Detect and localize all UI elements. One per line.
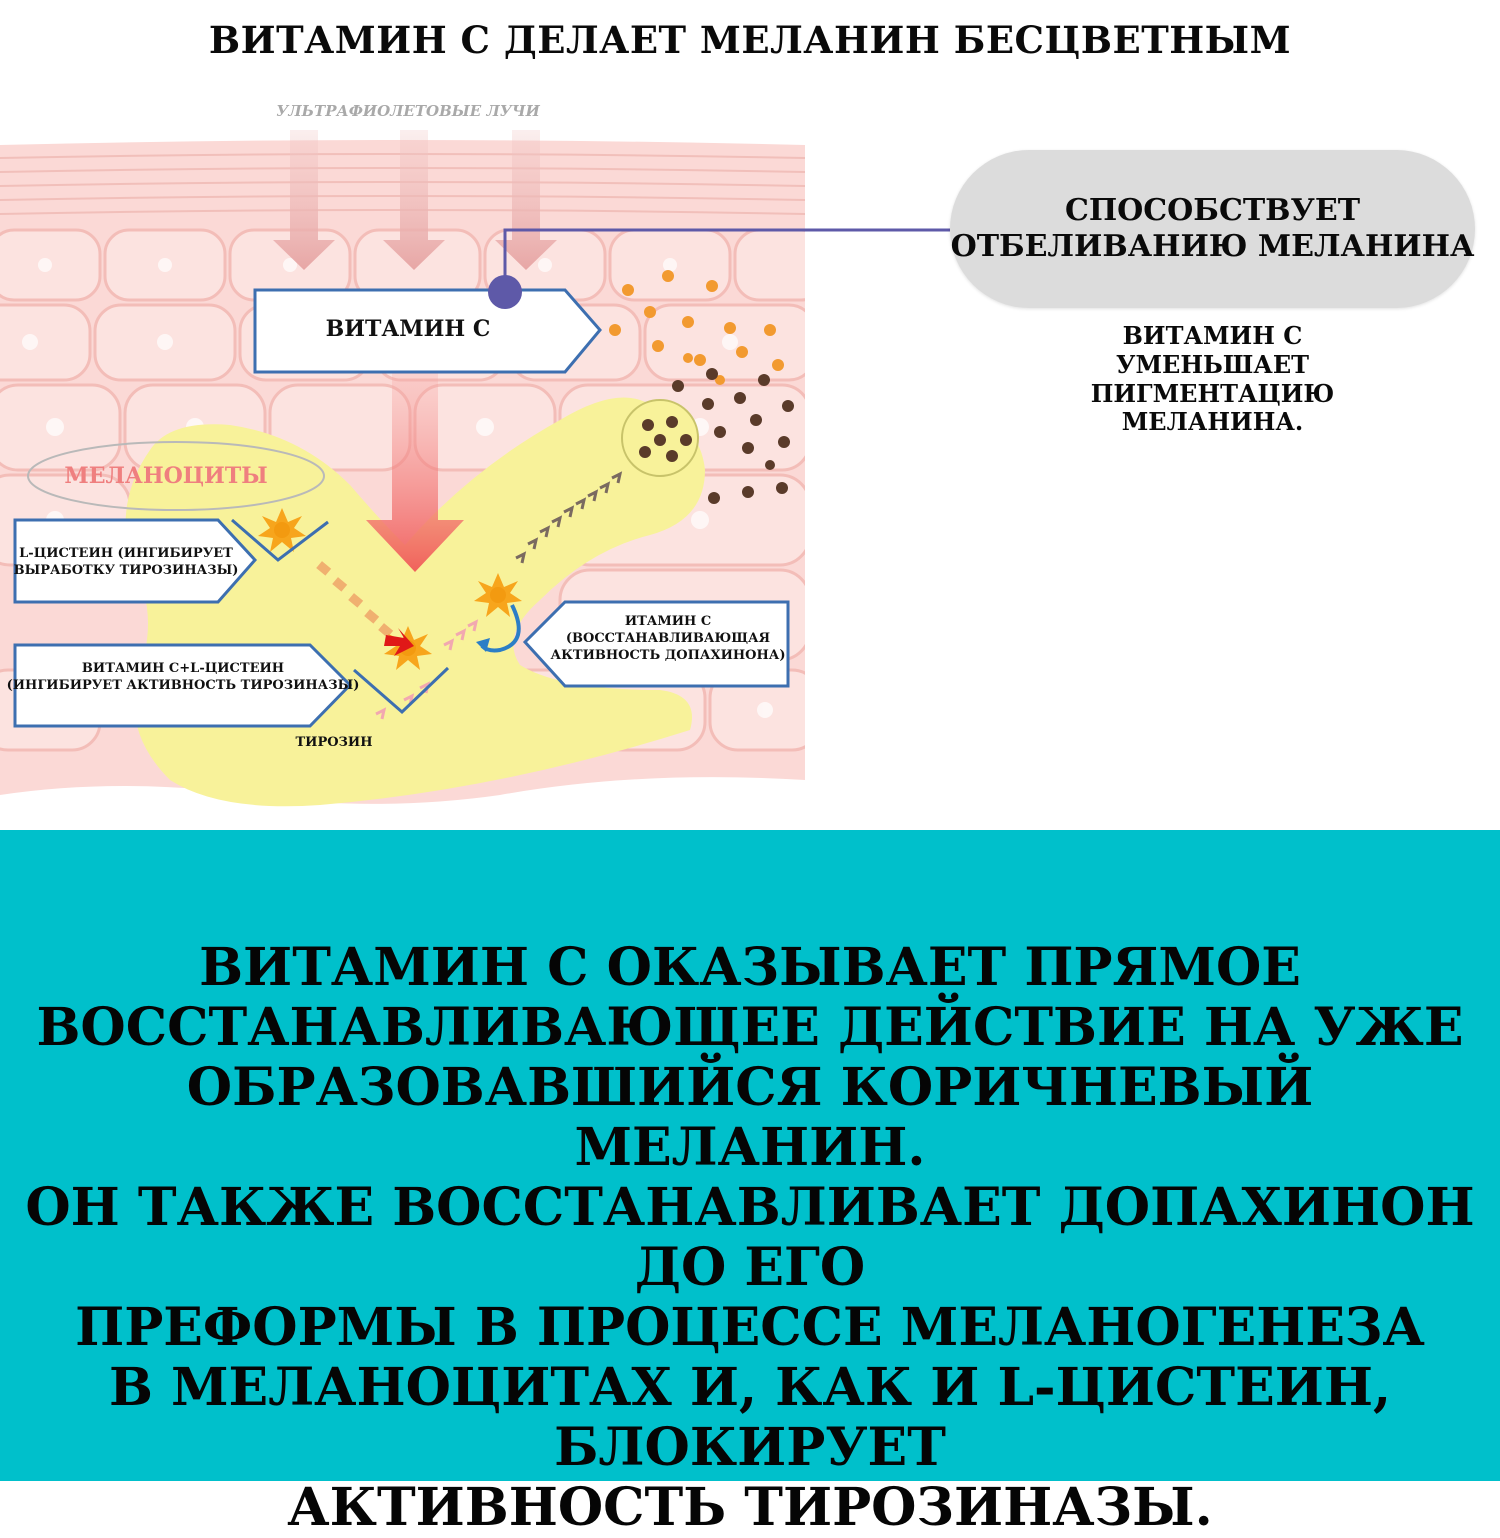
l-cysteine-box-line-2: ВЫРАБОТКУ ТИРОЗИНАЗЫ) [13,563,239,578]
l-cysteine-box-line-1: L-ЦИСТЕИН (ИНГИБИРУЕТ [19,546,233,561]
whitening-callout-text: СПОСОБСТВУЕТ ОТБЕЛИВАНИЮ МЕЛАНИНА [950,193,1475,264]
dopaquinone-box-line-1: ИТАМИН С [624,614,712,629]
summary-text: ВИТАМИН С ОКАЗЫВАЕТ ПРЯМОЕ ВОССТАНАВЛИВАЮЩЕЕ ДЕЙСТВИЕ НА УЖЕ ОБРАЗОВАВШИЙСЯ КОРИЧНЕВЫЙ МЕЛАНИН. ОН ТАКЖЕ ВОССТАНАВЛИВАЕТ ДОПАХИНОН ДО ЕГО ПРЕФОРМЫ В ПРОЦЕССЕ МЕЛАНОГЕНЕЗА В МЕЛАНОЦИТАХ И, КАК И L-ЦИСТЕИН, БЛОКИРУЕТ АКТИВНОСТЬ ТИРОЗИНАЗЫ. [25,937,1475,1538]
vitamin-c-box-label: ВИТАМИН С [325,316,491,342]
summary-panel [0,830,1500,1538]
uv-label: УЛЬТРАФИОЛЕТОВЫЕ ЛУЧИ [276,102,540,120]
page-title: ВИТАМИН С ДЕЛАЕТ МЕЛАНИН БЕСЦВЕТНЫМ [208,18,1292,62]
vitc-lcys-box-line-2: (ИНГИБИРУЕТ АКТИВНОСТЬ ТИРОЗИНАЗЫ) [6,678,360,693]
whitening-callout [950,150,1475,308]
vitc-lcys-box-line-1: ВИТАМИН С+L-ЦИСТЕИН [81,661,285,676]
melanocytes-label: МЕЛАНОЦИТЫ [64,463,268,489]
dopaquinone-box-line-3: АКТИВНОСТЬ ДОПАХИНОНА) [550,648,786,663]
pigmentation-note: ВИТАМИН С УМЕНЬШАЕТ ПИГМЕНТАЦИЮ МЕЛАНИНА. [1090,321,1335,437]
dopaquinone-box-line-2: (ВОССТАНАВЛИВАЮЩАЯ [565,631,771,646]
l-cysteine-box [15,520,255,602]
tyrosine-label: ТИРОЗИН [295,735,373,750]
